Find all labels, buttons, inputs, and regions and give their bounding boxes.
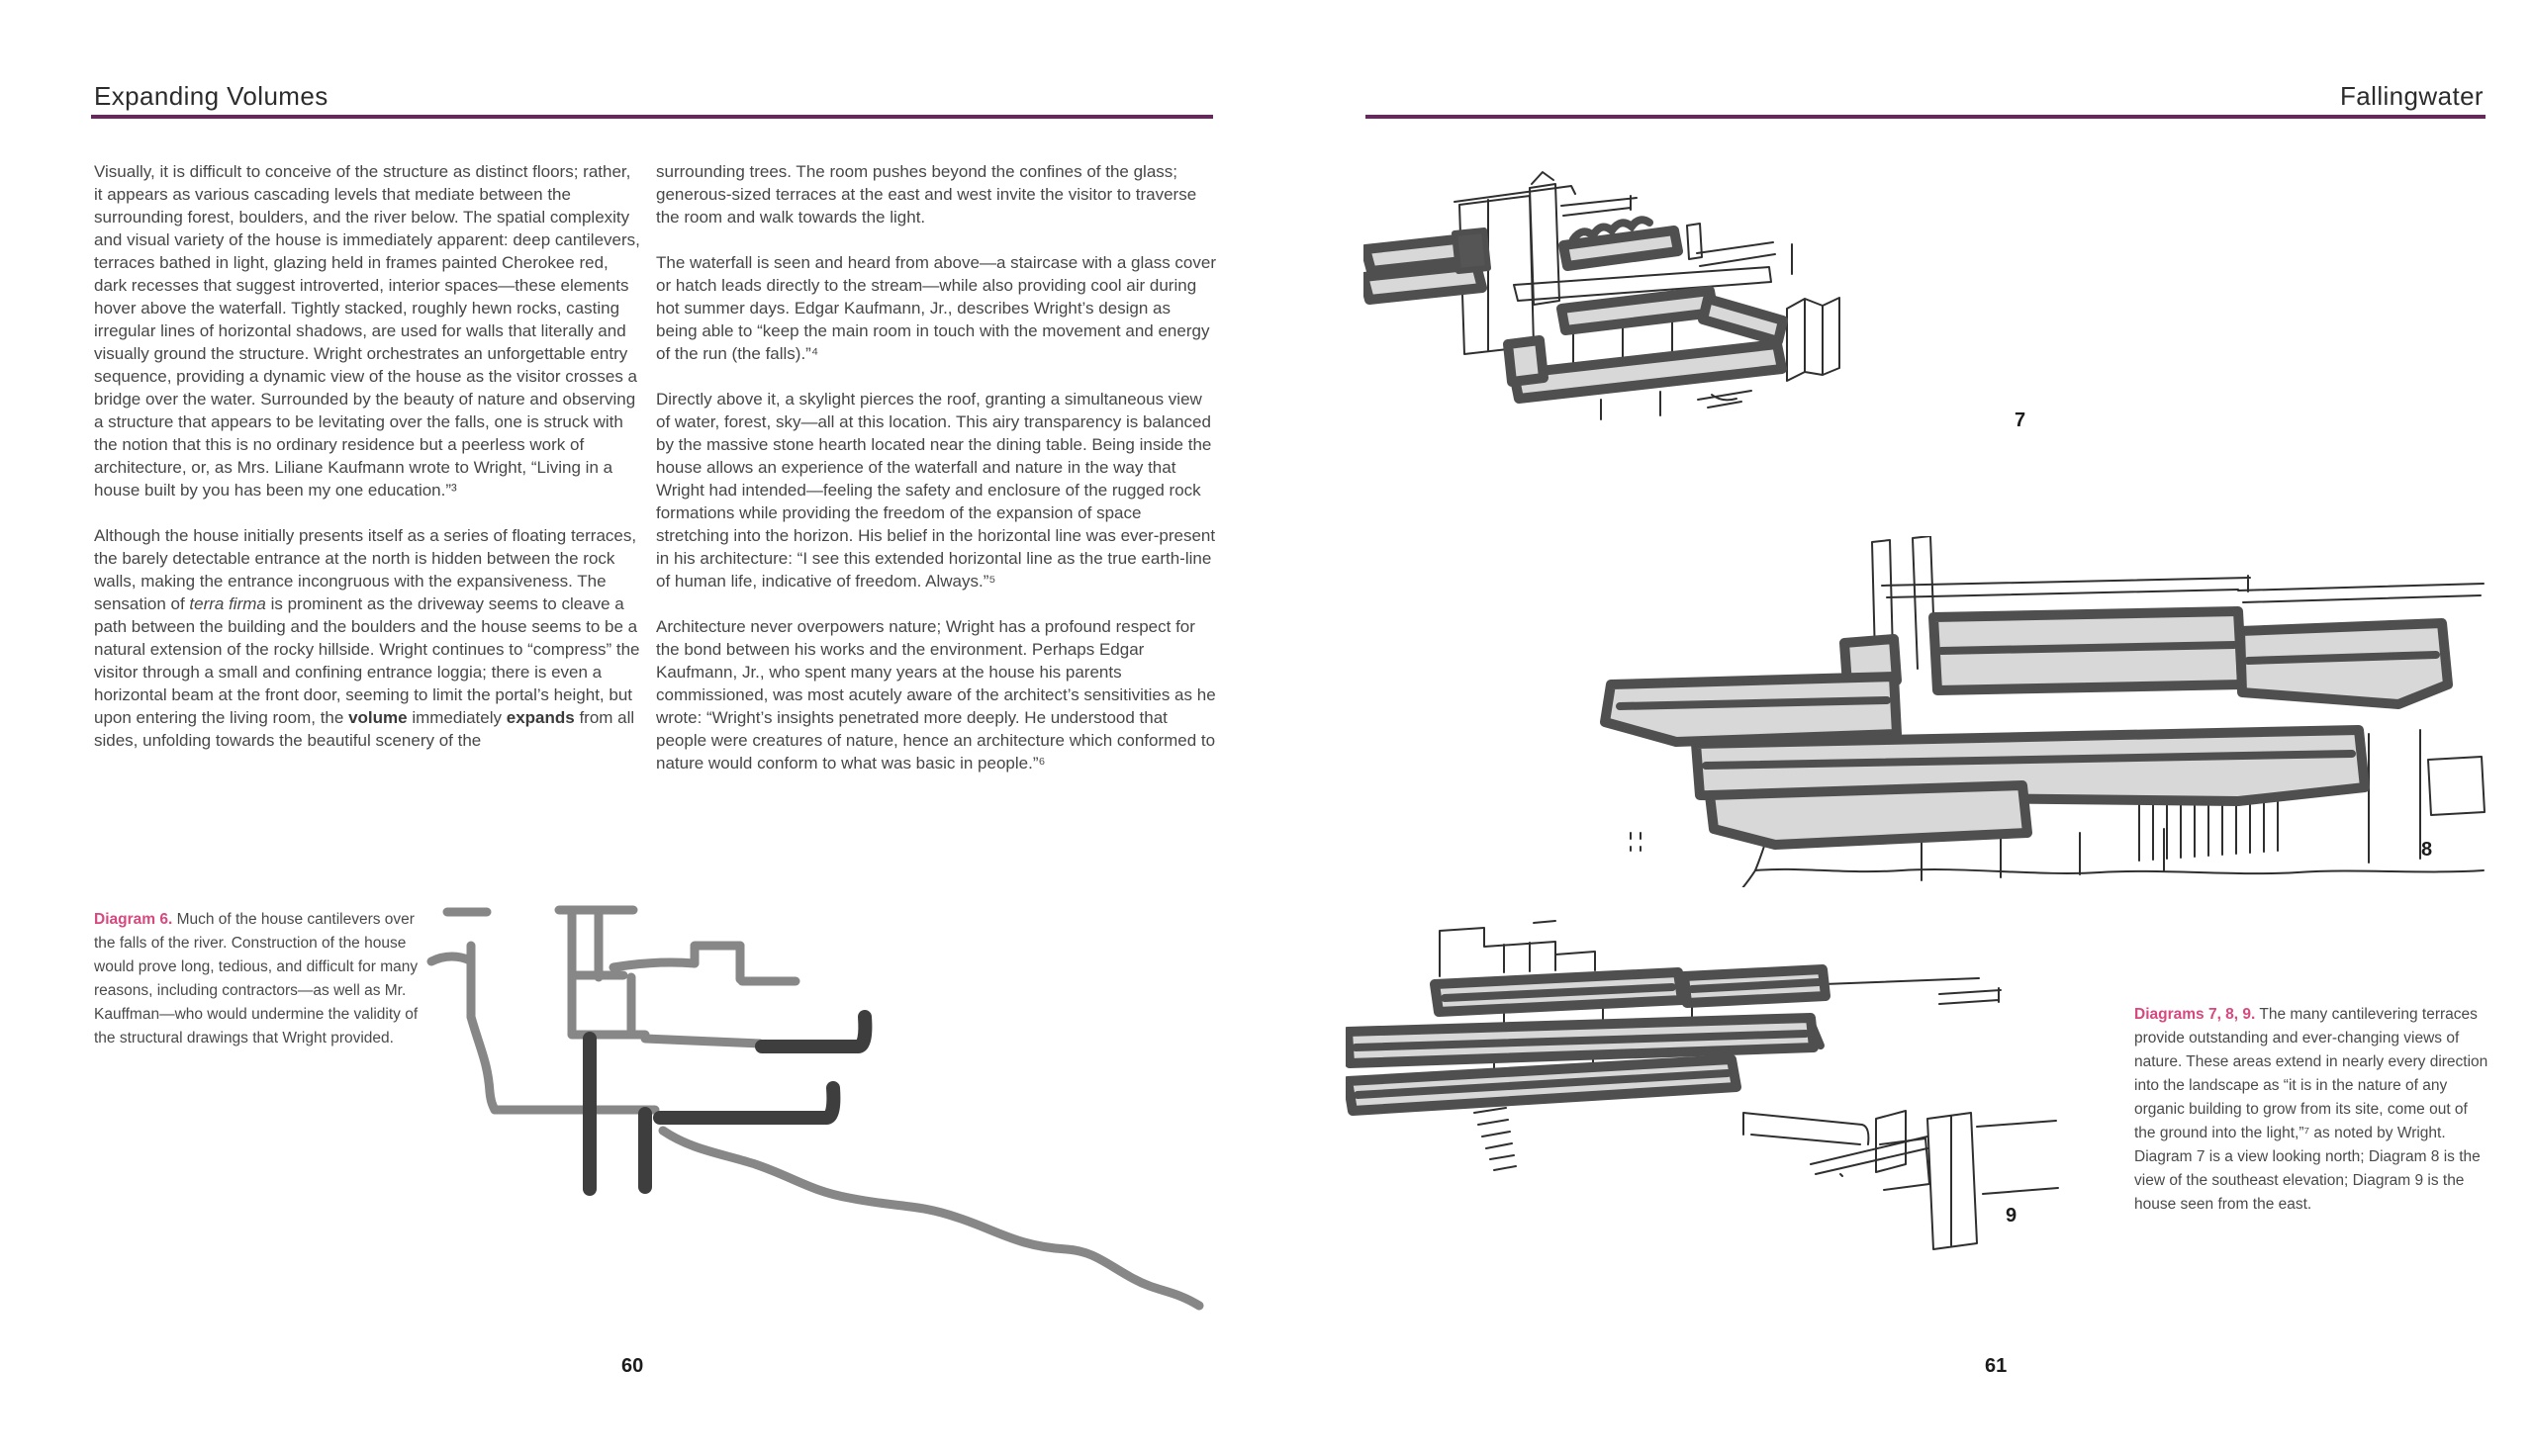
body-paragraph: Directly above it, a skylight pierces the roof, granting a simultaneous view of water, forest, sky—all at this location. This airy transparency is balanced by the massive stone hearth located near the dining table. Being inside the house allows an experience of the waterfall and nature in the way that Wright had intended—feeling the safety and enclosure of the rugged rock formations while providing the freedom of the expansion of space stretching into the horizon. His belief in the horizontal line was ever-present in his architecture: “I see this extended horizontal line as the true earth-line of human life, indicative of freedom. Always.”⁵ (656, 390, 1216, 591)
caption-label: Diagram 6. (94, 911, 173, 928)
figure-number-7: 7 (2015, 410, 2026, 431)
header-rule-left (91, 115, 1213, 119)
page-number-60: 60 (621, 1355, 644, 1377)
text-column-1 (94, 160, 640, 774)
caption-text: Much of the house cantilevers over the falls of the river. Construction of the house would prove long, tedious, and difficult for many reasons, including contractors—as well as Mr. Kauffman—who would undermine the validity of the structural drawings that Wright provided. (94, 911, 419, 1046)
diagram-6-caption (94, 908, 421, 1050)
running-head-right: Fallingwater (2340, 81, 2484, 111)
page-number-61: 61 (1985, 1355, 2008, 1377)
diagram-7-drawing (1363, 150, 2071, 467)
body-paragraph: Although the house initially presents itself as a series of floating terraces, the barely detectable entrance at the north is hidden between the rock walls, making the entrance incongruous with the expansiveness. The sensation of terra firma is prominent as the driveway seems to cleave a path between the building and the boulders and the house seems to be a natural extension of the rocky hillside. Wright continues to “compress” the visitor through a small and confining entrance loggia; there is even a horizontal beam at the front door, seeming to limit the portal’s height, but upon entering the living room, the volume immediately expands from all sides, unfolding towards the beautiful scenery of the (94, 526, 640, 750)
figure-number-9: 9 (2006, 1205, 2017, 1227)
body-paragraph: surrounding trees. The room pushes beyond the confines of the glass; generous-sized terraces at the east and west invite the visitor to traverse the room and walk towards the light. (656, 162, 1197, 227)
diagrams-789-caption (2134, 1003, 2488, 1217)
diagram-9-sketch (1346, 915, 2063, 1281)
caption-text: The many cantilevering terraces provide outstanding and ever-changing views of nature. These areas extend in nearly every direction into the landscape as “it is in the nature of any organic building to grow from its site, come out of the ground into the light,”⁷ as noted by Wright. Diagram 7 is a view looking north; Diagram 8 is the view of the southeast elevation; Diagram 9 is the house seen from the east. (2134, 1006, 2488, 1213)
figure-number-8: 8 (2421, 839, 2433, 861)
body-paragraph: Visually, it is difficult to conceive of the structure as distinct floors; rather, it appears as various cascading levels that mediate between the surrounding forest, boulders, and the river below. The spatial complexity and visual variety of the house is immediately apparent: deep cantilevers, terraces bathed in light, glazing held in frames painted Cherokee red, dark recesses that suggest introverted, interior spaces—these elements hover above the waterfall. Tightly stacked, roughly hewn rocks, casting irregular lines of horizontal shadows, are used for walls that literally and visually ground the structure. Wright orchestrates an unforgettable entry sequence, providing a dynamic view of the house as the visitor crosses a bridge over the water. Surrounded by the beauty of nature and observing a structure that appears to be levitating over the falls, one is struck with the notion that this is no ordinary residence but a peerless work of architecture, or, as Mrs. Liliane Kaufmann wrote to Wright, “Living in a house built by you has been my one education.”³ (94, 162, 640, 500)
diagram-7-sketch (1363, 150, 2071, 472)
diagram-8-drawing (1546, 536, 2490, 887)
body-paragraph: The waterfall is seen and heard from above—a staircase with a glass cover or hatch leads directly to the stream—while also providing cool air during hot summer days. Edgar Kaufmann, Jr., describes Wright’s design as being able to “keep the main room in touch with the movement and energy of the run (the falls).”⁴ (656, 253, 1216, 363)
diagram-6-sketch (425, 900, 1227, 1330)
body-paragraph: Architecture never overpowers nature; Wright has a profound respect for the bond between his works and the environment. Perhaps Edgar Kaufmann, Jr., who spent many years at the house his parents commissioned, was most acutely aware of the architect’s sensitivities as he wrote: “Wright’s insights penetrated more deeply. He understood that people were creatures of nature, hence an architecture which conformed to nature would conform to what was basic in people.”⁶ (656, 617, 1216, 773)
caption-label: Diagrams 7, 8, 9. (2134, 1006, 2256, 1023)
diagram-6-drawing (425, 900, 1227, 1325)
diagram-9-drawing (1346, 915, 2063, 1276)
header-rule-right (1365, 115, 2486, 119)
running-head-left: Expanding Volumes (94, 81, 328, 111)
text-column-2 (656, 160, 1216, 797)
diagram-8-sketch (1546, 536, 2490, 892)
